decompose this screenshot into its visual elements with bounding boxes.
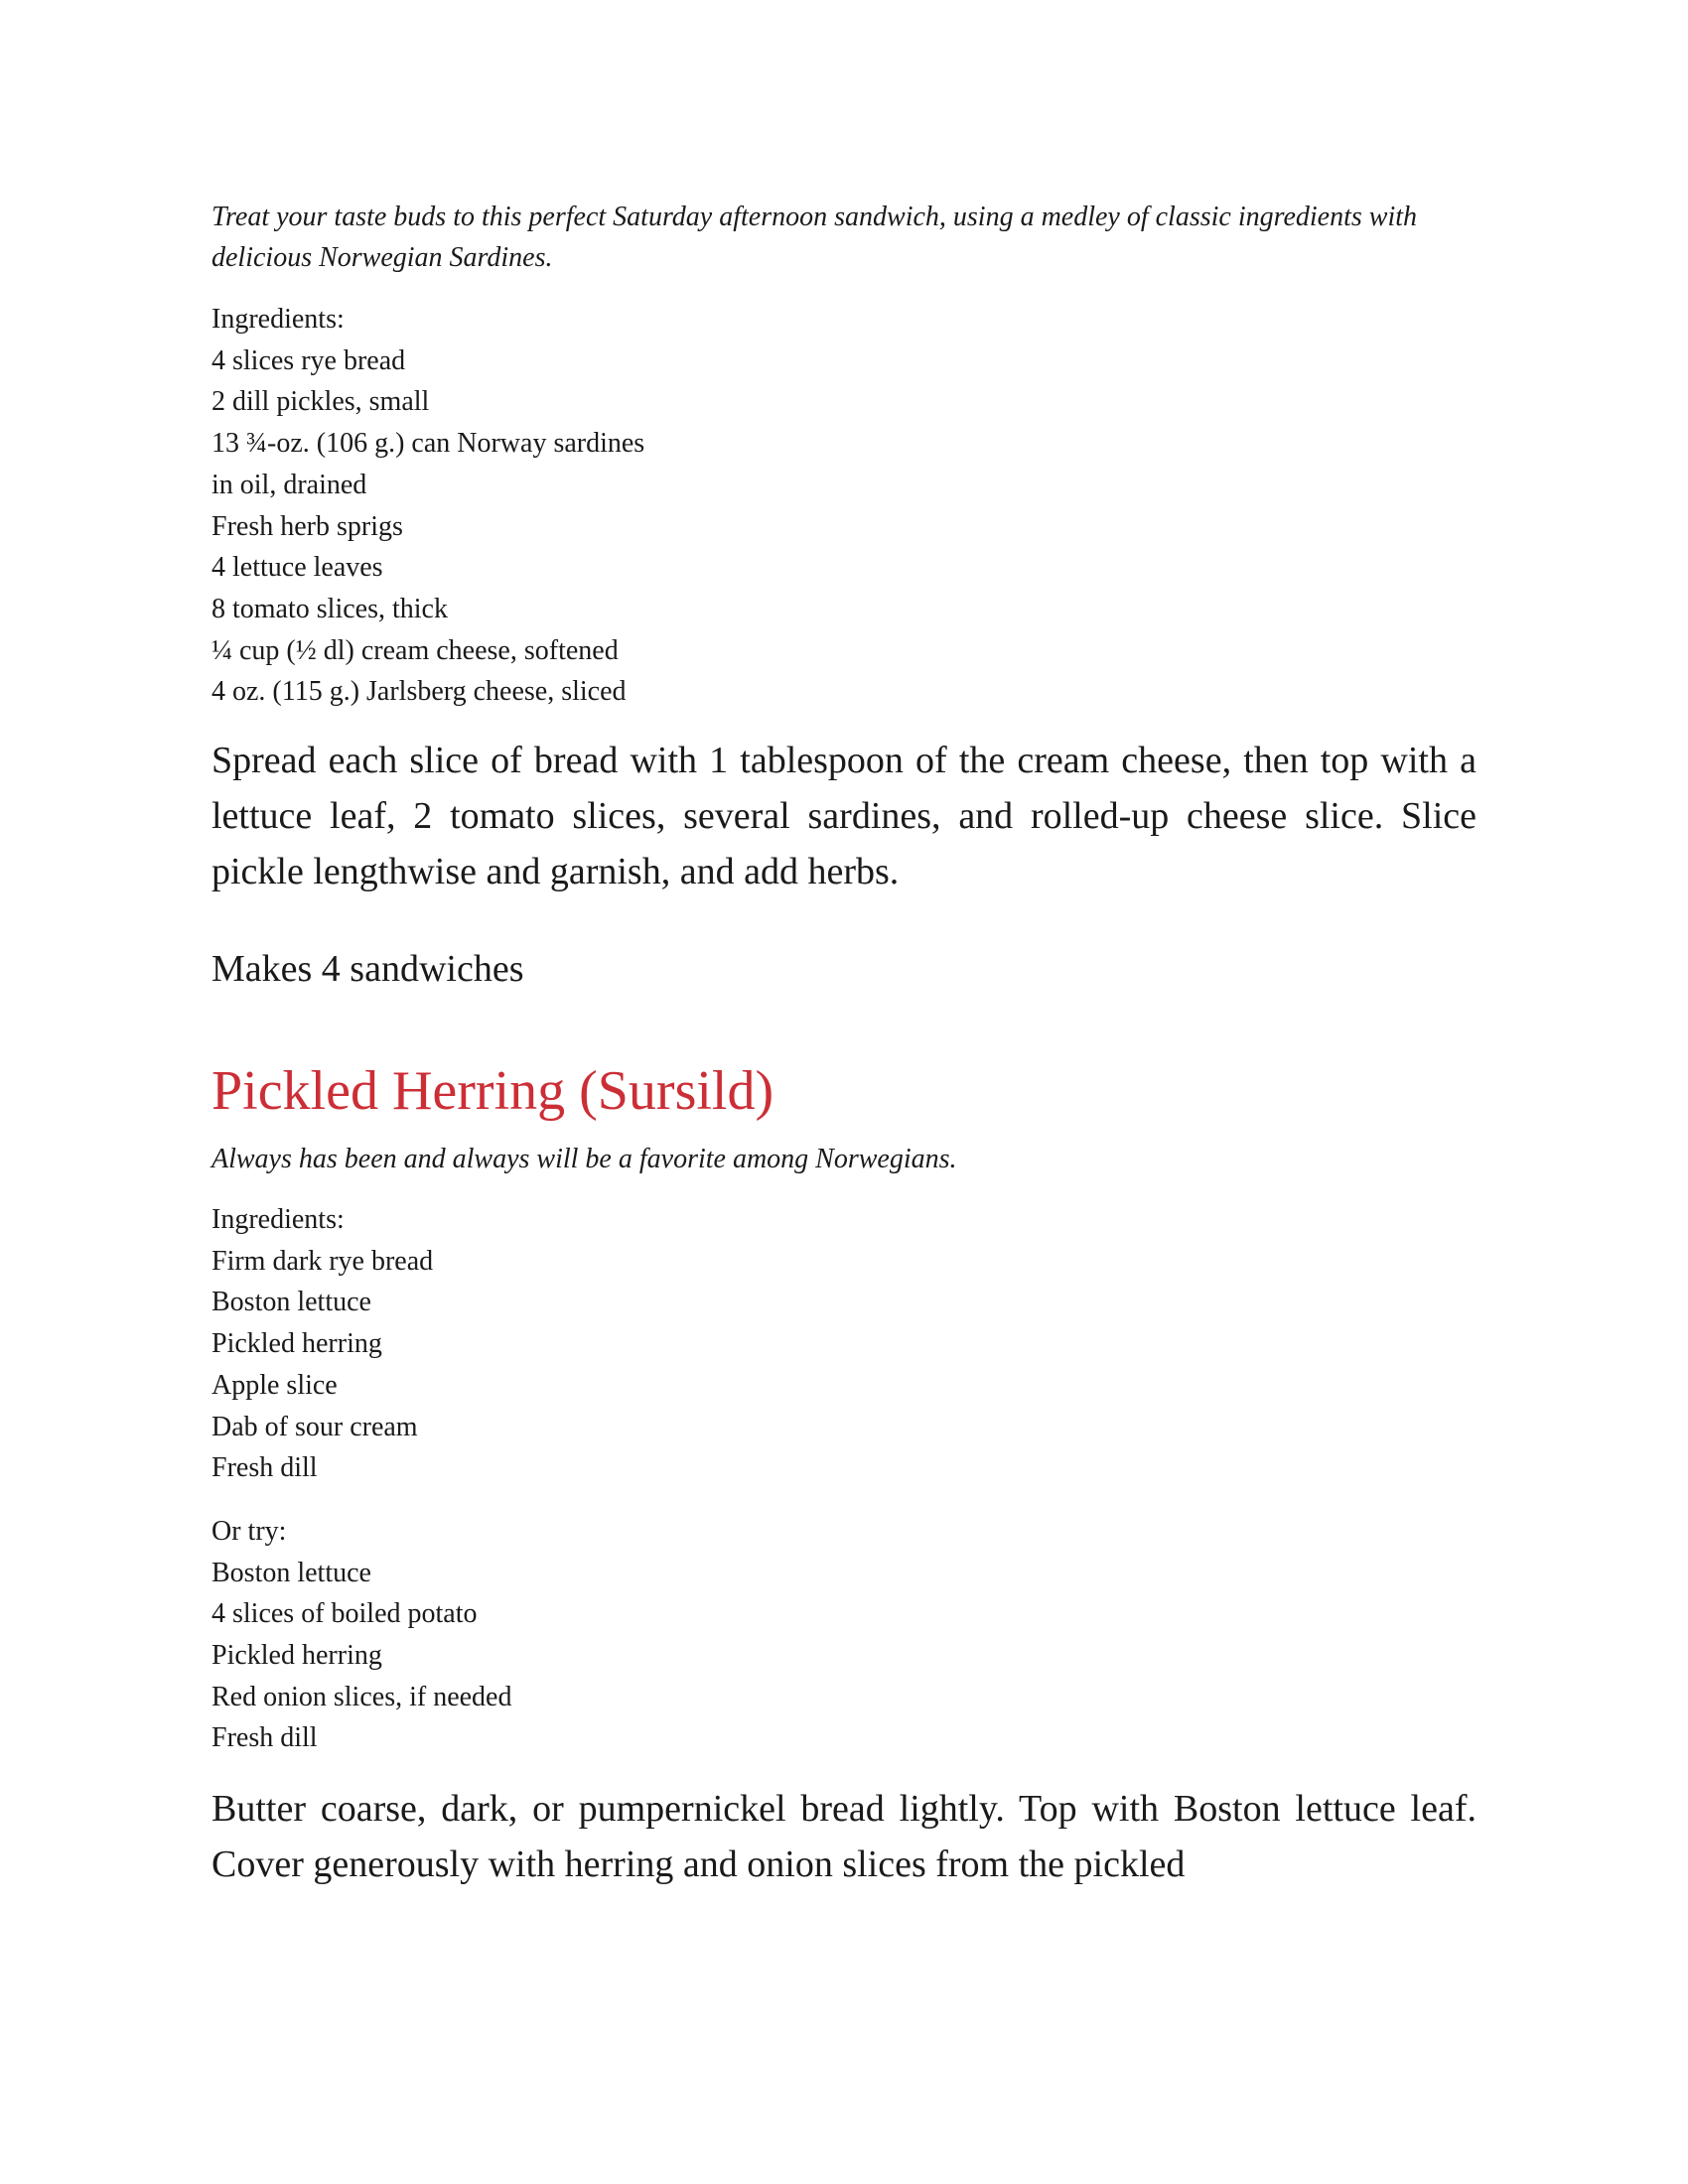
ingredient-item: 8 tomato slices, thick [211, 593, 448, 624]
ingredient-item: Dab of sour cream [211, 1411, 418, 1442]
ingredient-item: 4 slices rye bread [211, 344, 406, 376]
ingredient-item: 2 dill pickles, small [211, 386, 430, 418]
ingredient-item: Fresh dill [211, 1452, 318, 1484]
ingredients-label: Ingredients: [211, 1204, 345, 1236]
ingredient-item: Firm dark rye bread [211, 1245, 434, 1277]
ingredient-item: Pickled herring [211, 1328, 382, 1360]
herring-intro: Always has been and always will be a favorite among Norwegians. [211, 1144, 957, 1175]
herring-title: Pickled Herring (Sursild) [211, 1060, 774, 1123]
ingredient-item: Boston lettuce [211, 1287, 371, 1318]
ingredient-item: Fresh dill [211, 1722, 318, 1754]
ingredient-item: Boston lettuce [211, 1557, 371, 1588]
herring-ingredients [211, 1199, 1477, 1489]
herring-alt-ingredients [211, 1511, 1477, 1759]
ingredient-item: 4 lettuce leaves [211, 552, 383, 584]
ingredient-item: Red onion slices, if needed [211, 1681, 512, 1712]
ingredient-item: Pickled herring [211, 1640, 382, 1672]
sardine-yield: Makes 4 sandwiches [211, 948, 524, 991]
ingredient-item: 13 ¾-oz. (106 g.) can Norway sardines [211, 428, 645, 460]
ingredient-item: in oil, drained [211, 469, 367, 500]
sardine-directions: Spread each slice of bread with 1 tablespoon of the cream cheese, then top with a lettuce leaf, 2 tomato slices, several sardines, and rolled-up cheese slice. Slice pickle lengthwise and garnish, and add herbs. [211, 740, 1477, 893]
ingredient-item: ¼ cup (½ dl) cream cheese, softened [211, 634, 619, 666]
ingredient-item: 4 oz. (115 g.) Jarlsberg cheese, sliced [211, 676, 627, 708]
ingredients-label: Ingredients: [211, 304, 345, 335]
sardine-intro: Treat your taste buds to this perfect Saturday afternoon sandwich, using a medley of classic ingredients with delicious Norwegian Sardines. [211, 202, 1418, 273]
ingredient-item: 4 slices of boiled potato [211, 1598, 478, 1630]
herring-directions: Butter coarse, dark, or pumpernickel bread lightly. Top with Boston lettuce leaf. Cover generously with herring and onion slices from the pickled [211, 1788, 1477, 1886]
recipe-page [211, 197, 1477, 1892]
sardine-ingredients [211, 299, 1477, 713]
ingredient-item: Apple slice [211, 1369, 338, 1401]
alt-ingredients-label: Or try: [211, 1515, 287, 1547]
ingredient-item: Fresh herb sprigs [211, 510, 403, 542]
